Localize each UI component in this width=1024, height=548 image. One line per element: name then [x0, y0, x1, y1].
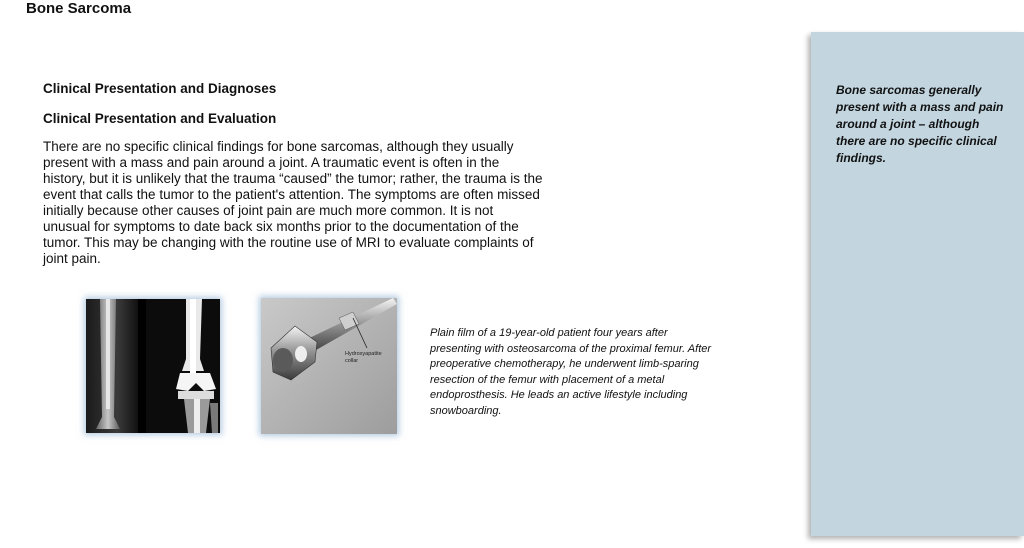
page-title: Bone Sarcoma	[26, 0, 132, 17]
figure-caption: Plain film of a 19-year-old patient four years after presenting with osteosarcoma of the proximal femur. After preoperative chemotherapy, he underwent limb-sparing resection of the femur with placement of a metal endoprosthesis. He leads an active lifestyle including snowboarding.	[430, 327, 712, 417]
body-paragraph: There are no specific clinical findings for bone sarcomas, although they usually present with a mass and pain around a joint. A traumatic event is often in the history, but it is unlikely that the trauma “caused” the tumor; rather, the trauma is the event that calls the tumor to the patient's attention. The symptoms are often missed initially because other causes of joint pain are much more common. It is not unusual for symptoms to date back six months prior to the documentation of the tumor. This may be changing with the routine use of MRI to evaluate complaints of joint pain.	[43, 139, 543, 266]
xray-image	[86, 299, 220, 433]
main-content	[43, 80, 543, 267]
section-heading: Clinical Presentation and Diagnoses	[43, 81, 277, 96]
implant-photo	[261, 298, 397, 434]
implant-label-line2: collar	[345, 358, 359, 364]
implant-label-line1: Hydroxyapatite	[345, 351, 382, 357]
subsection-heading: Clinical Presentation and Evaluation	[43, 111, 277, 126]
implant-drawing	[261, 298, 397, 434]
sidebar-callout-text: Bone sarcomas generally present with a mass and pain around a joint – although there are no specific clinical findings.	[836, 83, 1004, 165]
sidebar-callout-panel	[811, 32, 1024, 536]
xray-drawing	[86, 299, 220, 433]
